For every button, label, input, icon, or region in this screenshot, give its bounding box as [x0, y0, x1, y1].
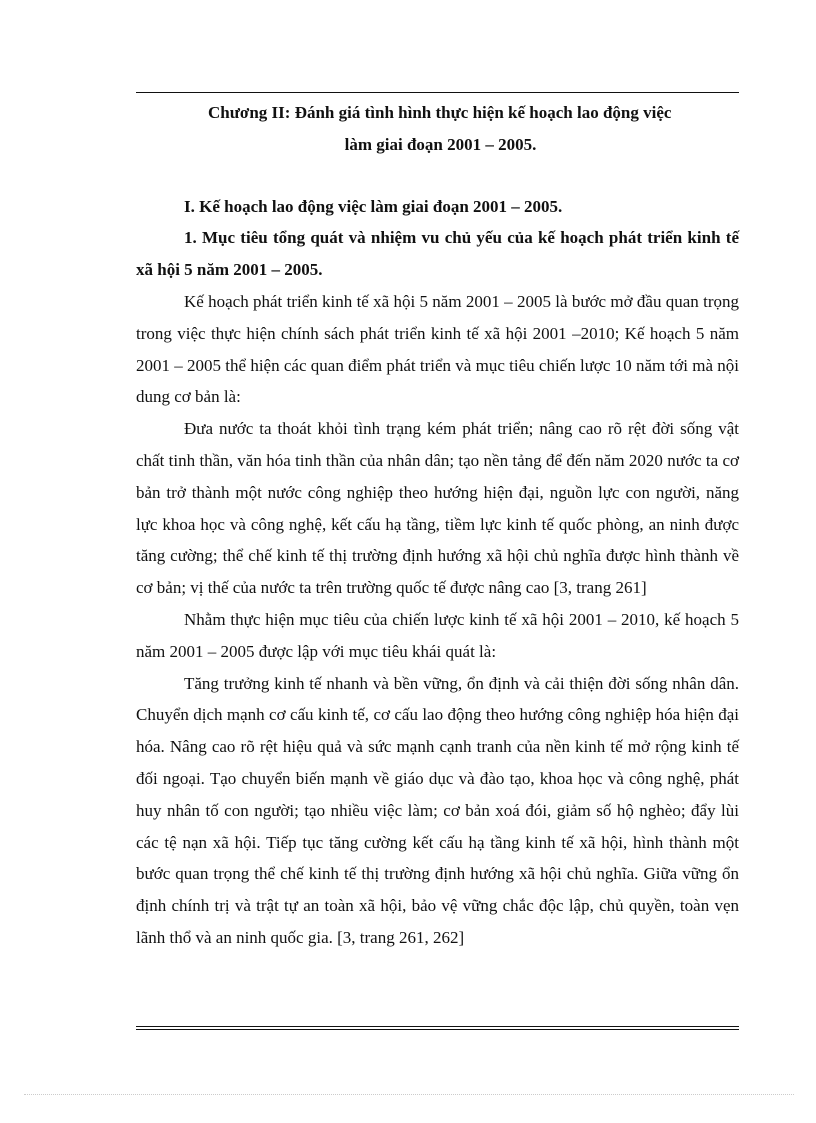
section-heading-I: I. Kế hoạch lao động việc làm giai đoạn 2001 – 2005. — [184, 196, 563, 216]
footer-rule — [136, 1026, 739, 1030]
paragraph: Nhằm thực hiện mục tiêu của chiến lược kinh tế xã hội 2001 – 2010, kế hoạch 5 năm 2001 – 2005 được lập với mục tiêu khái quát là: — [136, 609, 739, 661]
chapter-title — [136, 97, 739, 161]
chapter-title-line-2: làm giai đoạn 2001 – 2005. — [344, 134, 537, 154]
section-heading-1: 1. Mục tiêu tổng quát và nhiệm vu chủ yếu của kế hoạch phát triển kinh tế xã hội 5 năm 2001 – 2005. — [136, 228, 739, 280]
paragraph: Kế hoạch phát triển kinh tế xã hội 5 năm 2001 – 2005 là bước mở đầu quan trọng trong việc thực hiện chính sách phát triển kinh tế xã hội 2001 –2010; Kế hoạch 5 năm 2001 – 2005 thể hiện các quan điểm phát triển và mục tiêu chiến lược 10 năm tới mà nội dung cơ bản là: — [136, 291, 739, 407]
document-body — [136, 97, 739, 954]
paragraph: Đưa nước ta thoát khỏi tình trạng kém phát triển; nâng cao rõ rệt đời sống vật chất tinh thần, văn hóa tinh thần của nhân dân; tạo nền tảng để đến năm 2020 nước ta cơ bản trở thành một nước công nghiệp theo hướng hiện đại, nguồn lực con người, năng lực khoa học và công nghệ, kết cấu hạ tầng, tiềm lực kinh tế quốc phòng, an ninh được tăng cường; thể chế kinh tế thị trường định hướng xã hội chủ nghĩa được hình thành về cơ bản; vị thế của nước ta trên trường quốc tế được nâng cao [3, trang 261] — [136, 419, 739, 598]
chapter-title-line-1: Chương II: Đánh giá tình hình thực hiện kế hoạch lao động việc — [208, 103, 672, 122]
page-break-line — [24, 1094, 794, 1095]
paragraph: Tăng trưởng kinh tế nhanh và bền vững, ổn định và cải thiện đời sống nhân dân. Chuyển dịch mạnh cơ cấu kinh tế, cơ cấu lao động theo hướng công nghiệp hóa hiện đại hóa. Nâng cao rõ rệt hiệu quả và sức mạnh cạnh tranh của nền kinh tế mở rộng kinh tế đối ngoại. Tạo chuyển biến mạnh về giáo dục và đào tạo, khoa học và công nghệ, phát huy nhân tố con người; tạo nhiều việc làm; cơ bản xoá đói, giảm số hộ nghèo; đẩy lùi các tệ nạn xã hội. Tiếp tục tăng cường kết cấu hạ tầng kinh tế xã hội, hình thành một bước quan trọng thể chế kinh tế thị trường định hướng xã hội chủ nghĩa. Giữa vững ổn định chính trị và trật tự an toàn xã hội, bảo vệ vững chắc độc lập, chủ quyền, toàn vẹn lãnh thổ và an ninh quốc gia. [3, trang 261, 262] — [136, 673, 739, 947]
header-rule — [136, 92, 739, 93]
